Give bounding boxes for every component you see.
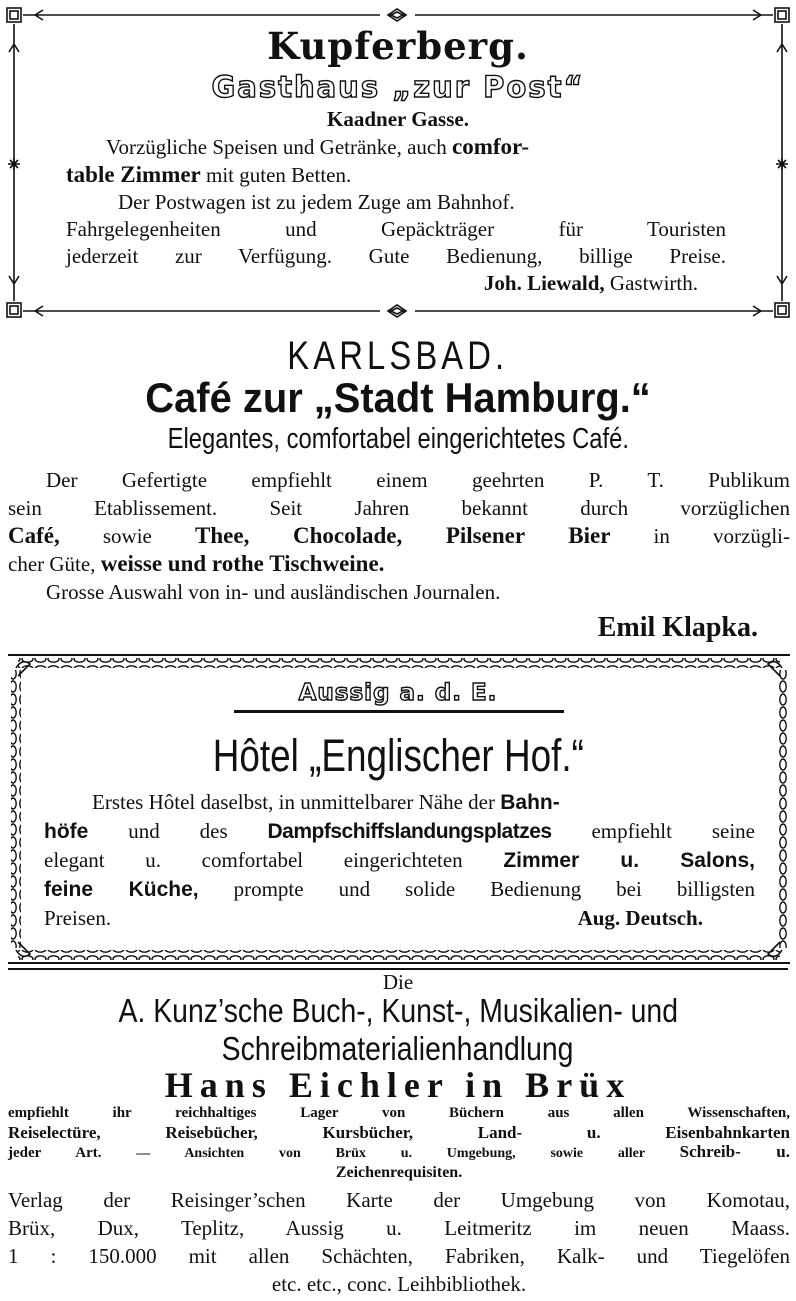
ad3-name: Hôtel „Englischer Hof.“ bbox=[212, 730, 584, 781]
ad1-body: Vorzügliche Speisen und Getränke, auch comfor- table Zimmer mit guten Betten. Der Postwagen ist zu jedem Zuge am Bahnhof. Fahrgelegenheiten und Gepäckträger für Touristen jederzeit zur Verfügung. Gute Bedienung, billige Preise. Joh. Liewald, Gastwirth. bbox=[66, 134, 726, 295]
ad1-place: Kupferberg. bbox=[267, 24, 529, 68]
ad4-stock-text: empfiehlt ihr reichhaltiges Lager von Büchern aus allen Wissenschaften, Reiselectüre, Reisebücher, Kursbücher, Land- u. Eisenbahnkarten jeder Art. — Ansichten von Brüx u. Umgebung, sowie aller Schreib- u. Zeichenrequisiten. bbox=[8, 1105, 790, 1181]
ad2-name: Café zur „Stadt Hamburg.“ bbox=[145, 374, 651, 421]
ad2-body: Der Gefertigte empfiehlt einem geehrten P. T. Publikum sein Etablissement. Seit Jahren bekannt durch vorzüglichen Café, sowie Thee, Chocolade, Pilsener Bier in vorzügli- cher Güte, weisse und rothe Tischweine. Grosse Auswahl von in- und ausländischen Journalen. Emil Klapka. bbox=[8, 468, 791, 643]
ad3-body: Erstes Hôtel daselbst, in unmittelbarer Nähe der Bahn- höfe und des Dampfschiffslandungsplatzes empfiehlt seine elegant u. comfortabel eingerichteten Zimmer u. Salons, feine Küche, prompte und solide Bedienung bei billigsten Preisen. Aug. Deutsch. bbox=[44, 790, 755, 930]
ad1-name: Gasthaus „zur Post“ bbox=[211, 70, 585, 104]
ad4-title-1: A. Kunz’sche Buch-, Kunst-, Musikalien- und bbox=[118, 992, 678, 1029]
ad3-title-rule bbox=[234, 710, 564, 713]
ad2-city: KARLSBAD. bbox=[287, 334, 509, 378]
ad4-title-2: Schreibmaterialienhandlung bbox=[222, 1030, 574, 1067]
ad3-place: Aussig a. d. E. bbox=[298, 680, 498, 706]
ad2-subtitle: Elegantes, comfortabel eingerichtetes Café. bbox=[167, 423, 629, 455]
ad4-publisher-text: Verlag der Reisinger’schen Karte der Umgebung von Komotau, Brüx, Dux, Teplitz, Aussig u. Leitmeritz im neuen Maass. 1 : 150.000 mit allen Schächten, Fabriken, Kalk- und Tiegelöfen etc. etc., conc. Leihbibliothek. bbox=[8, 1188, 790, 1296]
ad1-street: Kaadner Gasse. bbox=[327, 107, 469, 131]
ad4-die: Die bbox=[382, 970, 414, 994]
ad4-title-3: Hans Eichler in Brüx bbox=[164, 1065, 632, 1105]
